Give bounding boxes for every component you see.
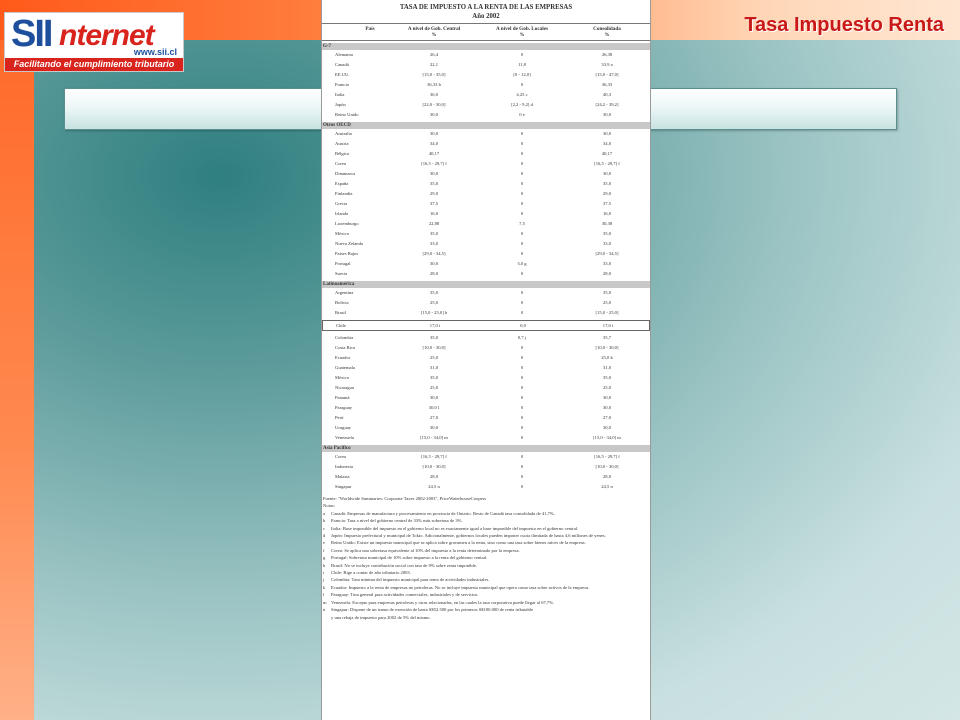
note-key: m (323, 599, 327, 605)
cell-consolidada: 28,0 (602, 474, 612, 479)
note-item (323, 532, 649, 539)
note-item (323, 525, 649, 532)
table-row (322, 472, 650, 482)
cell-pais: Finlandia (335, 191, 353, 196)
cell-central: 24,5 n (428, 484, 440, 489)
cell-consolidada: 30,0 (602, 425, 612, 430)
cell-consolidada: 28,0 (602, 271, 612, 276)
note-text: Japón: Impuesto prefectural y municipal de Tokio. Adicionalmente, gobiernos locales pueden imponer cuota ilimitada de hasta 4,6 millones de yenes. (331, 533, 606, 539)
cell-consolidada: 36,33 (601, 82, 613, 87)
cell-consolidada: 40,17 (601, 151, 613, 156)
table-row (322, 209, 650, 219)
cell-pais: Países Bajos (335, 251, 359, 256)
cell-pais: Colombia (335, 335, 354, 340)
cell-pais: Italia (335, 92, 345, 97)
cell-consolidada: 33,0 (602, 261, 612, 266)
note-text: Ecuador: Impuesto a la renta de empresas no petroleras. No se incluye impuesto municipal que opera como tasa sobre activos de la empresa. (331, 584, 590, 590)
cell-locales: 11,8 (518, 62, 526, 67)
note-item (323, 554, 649, 561)
cell-locales: 0 (520, 191, 524, 196)
cell-locales: 0 (520, 151, 524, 156)
cell-central: [15,0 - 34,0] m (420, 435, 448, 440)
slide-title: Tasa Impuesto Renta (744, 14, 944, 36)
note-item (323, 510, 649, 517)
table-row (322, 393, 650, 403)
table-row (322, 239, 650, 249)
note-key: l (323, 592, 325, 598)
notes-list (323, 510, 649, 621)
cell-pais: Costa Rica (335, 345, 356, 350)
cell-pais: Uruguay (335, 425, 352, 430)
note-key: e (323, 540, 326, 546)
cell-central: 30,0 (429, 131, 439, 136)
cell-central: 36,33 b (427, 82, 441, 87)
note-text: Venezuela: Excepto para empresas petroleras y otras relacionadas, en las cuales la tasa corporativa puede llegar al 67,7%. (331, 599, 555, 605)
cell-locales: 0 (520, 52, 524, 57)
source-line: Fuente: "Worldwide Summaries: Corporate Taxes 2002-2003", PriceWaterhouseCoopers (323, 496, 486, 501)
note-item (323, 569, 649, 576)
cell-central: 25,0 (429, 300, 439, 305)
note-item (323, 614, 649, 621)
cell-central: 30,0 (429, 395, 439, 400)
cell-consolidada: 25,0 (602, 385, 612, 390)
cell-consolidada: [24,2 - 39,2] (595, 102, 619, 107)
cell-pais: Guatemala (335, 365, 355, 370)
cell-pais: Australia (335, 131, 352, 136)
cell-locales: 0 (520, 375, 524, 380)
note-item (323, 599, 649, 606)
logo-tagline: Facilitando el cumplimiento tributario (5, 58, 183, 71)
cell-consolidada: 30,0 (602, 112, 612, 117)
cell-central: 36,0 (429, 92, 439, 97)
cell-pais: Corea (335, 454, 346, 459)
cell-consolidada: 35,0 (602, 375, 612, 380)
cell-locales: 0 (520, 484, 524, 489)
cell-central: 30,0 (429, 112, 439, 117)
cell-central: [15,0 - 35,0] (422, 72, 446, 77)
left-bar (0, 40, 34, 720)
table-row (322, 70, 650, 80)
cell-central: 30,0 l (428, 405, 440, 410)
sii-logo[interactable] (4, 12, 184, 72)
table-row (322, 413, 650, 423)
table-row (322, 50, 650, 60)
cell-pais: EE.UU. (335, 72, 350, 77)
cell-locales: 0 (520, 241, 524, 246)
note-key: n (323, 607, 326, 613)
cell-pais: Chile (336, 323, 346, 328)
header-central-unit: % (431, 32, 437, 38)
cell-central: 35,0 (429, 335, 439, 340)
table-row (322, 298, 650, 308)
cell-locales: 0 (520, 425, 524, 430)
note-key: g (323, 555, 326, 561)
notes-section (322, 492, 650, 621)
note-text: Canadá: Empresas de manufactura y procesamiento en provincia de Ontario. Resto de Canadá tasa consolidada de 41,7%. (331, 510, 555, 516)
cell-central: 35,0 (429, 181, 439, 186)
note-text: Corea: Se aplica una sobretasa equivalente al 10% del impuesto a la renta determinado por la empresa. (331, 547, 520, 553)
cell-consolidada: 30,0 (602, 171, 612, 176)
cell-central: 35,0 (429, 375, 439, 380)
table-row (322, 269, 650, 279)
header-pais: País (365, 26, 375, 32)
cell-locales: 0 (520, 454, 524, 459)
cell-consolidada: [16,5 - 29,7] f (594, 454, 620, 459)
cell-central: 40,17 (428, 151, 440, 156)
note-text: Portugal: Sobretasa municipal de 10% sobre impuesto a la renta del gobierno central. (331, 555, 488, 561)
cell-pais: Japón (335, 102, 346, 107)
header-locales (492, 26, 552, 38)
cell-locales: 0 (520, 271, 524, 276)
table-row (322, 452, 650, 462)
table-row (322, 343, 650, 353)
cell-central: 28,0 (429, 271, 439, 276)
cell-locales: 0 (520, 365, 524, 370)
cell-pais: Malasia (335, 474, 350, 479)
cell-locales: 0 (520, 405, 524, 410)
cell-pais: Nueva Zelanda (335, 241, 363, 246)
cell-consolidada: 24,5 n (601, 484, 613, 489)
cell-locales: 0 (520, 345, 524, 350)
cell-pais: Alemania (335, 52, 353, 57)
cell-locales: 0 e (519, 112, 525, 117)
table-row (322, 363, 650, 373)
table-row (322, 159, 650, 169)
cell-consolidada: 26,38 (601, 52, 613, 57)
cell-central: [15,0 - 25,0] h (420, 310, 448, 315)
note-key: d (323, 533, 326, 539)
table-row (322, 373, 650, 383)
logo-sii-text: SII (11, 13, 52, 55)
cell-pais: Suecia (335, 271, 348, 276)
cell-central: 26,4 (429, 52, 439, 57)
cell-central: [22,0 - 30,0] (422, 102, 446, 107)
cell-locales: 0 (520, 131, 524, 136)
cell-locales: 0 (520, 181, 524, 186)
logo-url: www.sii.cl (133, 47, 177, 57)
header-locales-unit: % (519, 32, 525, 38)
cell-central: 17,0 i (429, 323, 441, 328)
notes-label: Notas: (323, 503, 335, 509)
cell-pais: Panamá (335, 395, 350, 400)
cell-consolidada: 30,0 (602, 395, 612, 400)
cell-locales: 0 (520, 211, 524, 216)
cell-locales: 7,5 (519, 221, 525, 226)
table-row (322, 462, 650, 472)
cell-central: 33,0 (429, 241, 439, 246)
table-row (322, 353, 650, 363)
header-consolidada-label: Consolidada (593, 26, 621, 32)
cell-locales: [2,2 - 9,2] d (511, 102, 533, 107)
cell-locales: 0 (520, 300, 524, 305)
cell-consolidada: 35,0 (602, 290, 612, 295)
cell-consolidada: 31,0 (602, 365, 612, 370)
cell-pais: Paraguay (335, 405, 353, 410)
table-row (322, 288, 650, 298)
cell-locales: 0 (520, 290, 524, 295)
cell-locales: 0 (520, 355, 524, 360)
cell-consolidada: 33,9 a (601, 62, 613, 67)
header-locales-label: A nivel de Gob. Locales (495, 26, 549, 32)
cell-central: 27,0 (429, 415, 439, 420)
cell-central: 31,0 (429, 365, 439, 370)
note-text: Singapur: Dispone de un tramo de exención de hasta S$52.500 por los primeros S$100.000 de renta tributable (331, 607, 534, 613)
table-body (322, 43, 650, 492)
doc-subtitle: Año 2002 (472, 13, 500, 20)
cell-locales: 3,0 g (517, 261, 527, 266)
cell-central: 35,0 (429, 231, 439, 236)
cell-consolidada: [29,0 - 34,5] (595, 251, 619, 256)
note-key: a (323, 510, 326, 516)
cell-central: 28,0 (429, 474, 439, 479)
cell-pais: Indonesia (335, 464, 353, 469)
note-text: Brasil: No se incluye contribución social con tasa de 9% sobre renta imponible. (331, 562, 478, 568)
note-text: Italia: Base imponible del impuesto en el gobierno local no es exactamente igual a base imponible del impuesto en el gobierno central. (331, 525, 579, 531)
cell-consolidada: 30,38 (601, 221, 613, 226)
cell-central: [29,0 - 34,5] (422, 251, 446, 256)
cell-locales: 0 (520, 385, 524, 390)
cell-locales: 4,25 c (516, 92, 528, 97)
cell-pais: Francia (335, 82, 349, 87)
group-header: Latinoamérica (322, 281, 650, 288)
header-central-label: A nivel de Gob. Central (407, 26, 461, 32)
cell-pais: Bolivia (335, 300, 349, 305)
cell-locales: 0,7 j (517, 335, 527, 340)
note-text: Paraguay: Tasa general para actividades comerciales, industriales y de servicios. (331, 592, 479, 598)
logo-internet-text: nternet (59, 19, 154, 52)
cell-consolidada: [10,0 - 30,0] (595, 345, 619, 350)
table-row (322, 80, 650, 90)
table-row (322, 179, 650, 189)
cell-consolidada: 29,0 (602, 191, 612, 196)
cell-locales: 0 (520, 231, 524, 236)
cell-consolidada: 17,0 i (602, 323, 614, 328)
table-row (322, 333, 650, 343)
cell-consolidada: 16,0 (602, 211, 612, 216)
note-key: b (323, 518, 326, 524)
table-row (322, 149, 650, 159)
note-text: y una rebaja de impuesto para 2002 de 5% del mismo. (331, 614, 431, 620)
table-row (322, 403, 650, 413)
table-row (322, 219, 650, 229)
group-header: Otros OECD (322, 122, 650, 129)
cell-locales: 0 (520, 435, 524, 440)
cell-central: 29,0 (429, 191, 439, 196)
cell-consolidada: 27,0 (602, 415, 612, 420)
cell-consolidada: [15,0 - 34,0] m (593, 435, 621, 440)
cell-central: 30,0 (429, 171, 439, 176)
cell-central: 35,0 (429, 290, 439, 295)
cell-pais: México (335, 375, 350, 380)
cell-pais: Canadá (335, 62, 349, 67)
table-row (322, 308, 650, 318)
cell-locales: 0 (520, 310, 524, 315)
table-row (322, 199, 650, 209)
table-row (322, 482, 650, 492)
cell-central: 37,5 (429, 201, 439, 206)
cell-locales: 0 (520, 141, 524, 146)
cell-central: 30,0 (429, 261, 439, 266)
note-item (323, 584, 649, 591)
cell-consolidada: [10,0 - 30,0] (595, 464, 619, 469)
cell-pais: Brasil (335, 310, 346, 315)
note-item (323, 606, 649, 613)
cell-consolidada: 25,0 (602, 300, 612, 305)
cell-locales: 0 (520, 171, 524, 176)
cell-consolidada: 34,0 (602, 141, 612, 146)
table-row (322, 189, 650, 199)
header-consolidada (577, 26, 637, 38)
note-text: Colombia: Tasa mínima del impuesto municipal para renta de actividades industriales. (331, 577, 490, 583)
cell-pais: Portugal (335, 261, 351, 266)
note-key: i (323, 570, 325, 576)
cell-consolidada: 30,0 (602, 405, 612, 410)
cell-consolidada: 35,0 (602, 231, 612, 236)
cell-pais: Luxemburgo (335, 221, 359, 226)
cell-consolidada: [16,5 - 29,7] f (594, 161, 620, 166)
cell-central: 22,1 (429, 62, 439, 67)
table-row (322, 423, 650, 433)
group-header: Asia Pacífico (322, 445, 650, 452)
header-central (404, 26, 464, 38)
note-key: h (323, 562, 326, 568)
table-row (322, 129, 650, 139)
cell-locales: 0 (520, 464, 524, 469)
cell-central: 30,0 (429, 425, 439, 430)
cell-pais: Bélgica (335, 151, 350, 156)
table-row (322, 383, 650, 393)
cell-central: 22,88 (428, 221, 440, 226)
cell-pais: Reino Unido (335, 112, 359, 117)
cell-central: 25,0 (429, 355, 439, 360)
table-row (322, 139, 650, 149)
cell-pais: Irlanda (335, 211, 349, 216)
cell-pais: México (335, 231, 350, 236)
document-page (321, 0, 651, 720)
cell-central: [10,0 - 30,0] (422, 345, 446, 350)
cell-pais: Venezuela (335, 435, 354, 440)
cell-central: [16,5 - 29,7] f (421, 454, 447, 459)
cell-central: [16,5 - 29,7] f (421, 161, 447, 166)
note-item (323, 576, 649, 583)
note-text: Chile: Rige a contar de año tributario 2003. (331, 570, 411, 576)
cell-locales: 0 (520, 201, 524, 206)
table-row (322, 90, 650, 100)
cell-pais: Singapur (335, 484, 352, 489)
cell-pais: Perú (335, 415, 344, 420)
table-row (322, 229, 650, 239)
cell-pais: Dinamarca (335, 171, 356, 176)
cell-central: 34,0 (429, 141, 439, 146)
cell-pais: España (335, 181, 349, 186)
cell-consolidada: 30,0 (602, 131, 612, 136)
note-text: Reino Unido: Existe un impuesto municipal que se aplica sobre gravamen a la renta, sino como una tasa sobre bienes raíces de la empresa. (331, 540, 586, 546)
table-row (322, 60, 650, 70)
note-item (323, 547, 649, 554)
note-item (323, 517, 649, 524)
note-item (323, 562, 649, 569)
cell-pais: Grecia (335, 201, 348, 206)
note-item (323, 591, 649, 598)
note-key: j (323, 577, 325, 583)
note-text: Francia: Tasa a nivel del gobierno central de 33% más sobretasa de 3%. (331, 518, 463, 524)
cell-consolidada: 37,5 (602, 201, 612, 206)
note-item (323, 539, 649, 546)
cell-pais: Corea (335, 161, 346, 166)
cell-central: 16,0 (429, 211, 439, 216)
cell-locales: 0 (520, 161, 524, 166)
note-key: f (323, 547, 325, 553)
cell-consolidada: 40,3 (602, 92, 612, 97)
cell-locales: 0 (520, 395, 524, 400)
cell-consolidada: [15,0 - 25,0] (595, 310, 619, 315)
table-row (322, 259, 650, 269)
note-key: c (323, 525, 326, 531)
table-row (322, 249, 650, 259)
cell-consolidada: 33,0 (602, 241, 612, 246)
cell-pais: Ecuador (335, 355, 351, 360)
cell-central: 25,0 (429, 385, 439, 390)
cell-locales: 0 (520, 251, 524, 256)
cell-consolidada: 35,0 (602, 181, 612, 186)
cell-consolidada: 35,7 (602, 335, 612, 340)
note-key: k (323, 584, 326, 590)
cell-consolidada: 25,0 k (601, 355, 613, 360)
cell-consolidada: [15,0 - 47,0] (595, 72, 619, 77)
cell-locales: 0 (520, 474, 524, 479)
cell-central: [10,0 - 30,0] (422, 464, 446, 469)
table-row-highlight (322, 320, 650, 331)
table-row (322, 110, 650, 120)
table-row (322, 169, 650, 179)
table-row (322, 433, 650, 443)
doc-title: TASA DE IMPUESTO A LA RENTA DE LAS EMPRESAS (399, 4, 573, 11)
cell-locales: 0,0 (520, 323, 526, 328)
cell-pais: Austria (335, 141, 349, 146)
cell-locales: 0 (520, 415, 524, 420)
cell-pais: Nicaragua (335, 385, 354, 390)
table-row (322, 100, 650, 110)
cell-locales: [0 - 12,0] (513, 72, 531, 77)
cell-pais: Argentina (335, 290, 354, 295)
cell-locales: 0 (520, 82, 524, 87)
table-header (322, 23, 650, 41)
group-header: G-7 (322, 43, 650, 50)
header-consolidada-unit: % (604, 32, 610, 38)
